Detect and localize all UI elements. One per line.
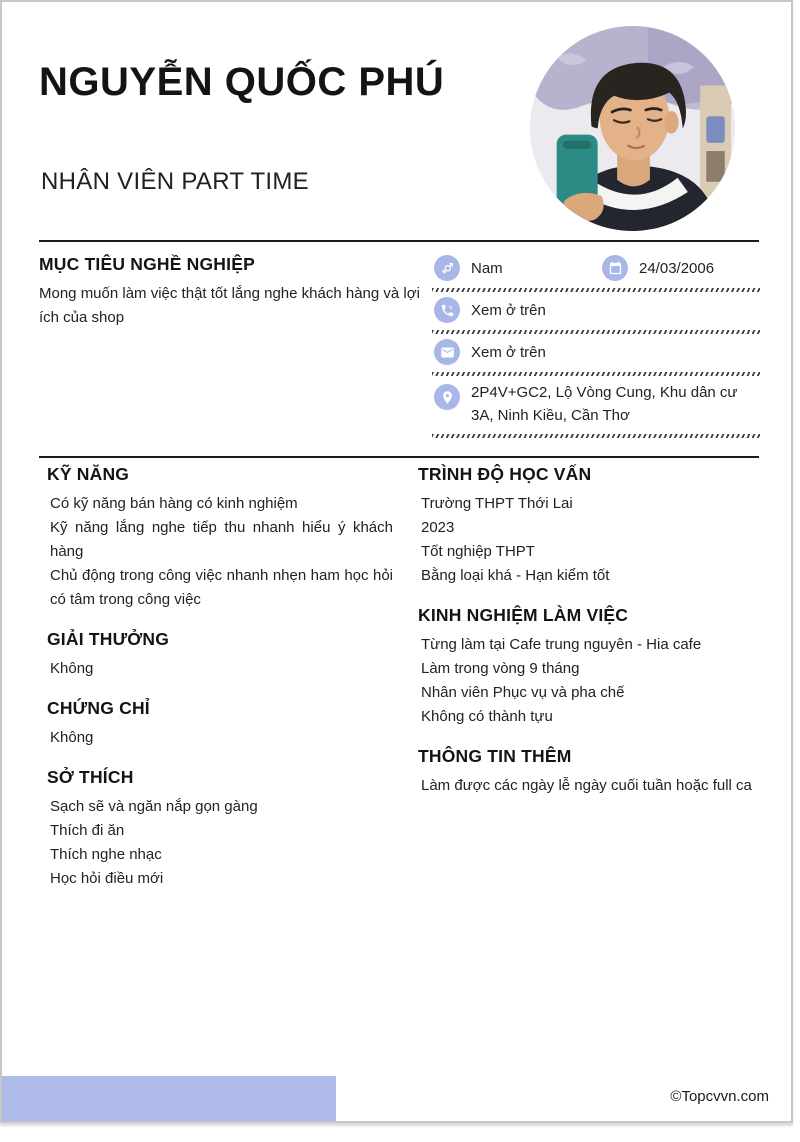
- objective-text: Mong muốn làm việc thật tốt lắng nghe khách hàng và lợi ích của shop: [39, 285, 420, 326]
- contact-gender: [434, 255, 602, 281]
- gender-value: Nam: [471, 259, 503, 277]
- awards-section: [47, 629, 393, 681]
- phone-icon: [434, 297, 460, 323]
- contact-birthdate: [602, 255, 714, 281]
- certificates-section: [47, 698, 393, 750]
- objective-heading: MỤC TIÊU NGHỀ NGHIỆP: [39, 254, 255, 274]
- hobbies-section: [47, 767, 393, 891]
- right-column: [418, 464, 762, 815]
- contact-phone: [432, 292, 760, 330]
- address-value: 2P4V+GC2, Lộ Vòng Cung, Khu dân cư 3A, Ninh Kiều, Cần Thơ: [471, 384, 738, 424]
- experience-section: [418, 605, 762, 729]
- contact-email: [432, 334, 760, 372]
- skill-item: Chủ động trong công việc nhanh nhẹn ham học hỏi có tâm trong công việc: [50, 567, 393, 608]
- profile-photo: [530, 26, 735, 231]
- hobby-item: Học hỏi điều mới: [50, 870, 164, 887]
- email-value: Xem ở trên: [471, 343, 546, 361]
- education-item: 2023: [421, 519, 455, 536]
- phone-value: Xem ở trên: [471, 301, 546, 319]
- additional-info-item: Làm được các ngày lễ ngày cuối tuần hoặc full ca: [421, 777, 752, 794]
- additional-info-heading: THÔNG TIN THÊM: [418, 746, 572, 766]
- hobby-item: Thích đi ăn: [50, 822, 125, 839]
- contact-panel: [432, 250, 760, 438]
- candidate-name: NGUYỄN QUỐC PHÚ: [39, 59, 445, 104]
- awards-heading: GIẢI THƯỞNG: [47, 629, 170, 649]
- contact-row-gender-birthdate: [432, 250, 760, 288]
- email-icon: [434, 339, 460, 365]
- certificate-item: Không: [50, 729, 94, 746]
- hobby-item: Thích nghe nhạc: [50, 846, 162, 863]
- education-item: Trường THPT Thới Lai: [421, 495, 573, 512]
- calendar-icon: [602, 255, 628, 281]
- experience-item: Từng làm tại Cafe trung nguyên - Hia cafe: [421, 636, 702, 653]
- contact-address: [432, 376, 760, 434]
- education-item: Tốt nghiệp THPT: [421, 543, 535, 560]
- gender-icon: [434, 255, 460, 281]
- birthdate-value: 24/03/2006: [639, 259, 715, 277]
- experience-item: Làm trong vòng 9 tháng: [421, 660, 580, 677]
- footer-accent-block: [2, 1076, 336, 1121]
- experience-heading: KINH NGHIỆM LÀM VIỆC: [418, 605, 629, 625]
- objective-section: [39, 254, 421, 330]
- hobby-item: Sạch sẽ và ngăn nắp gọn gàng: [50, 798, 258, 815]
- education-item: Bằng loại khá - Hạn kiểm tốt: [421, 567, 610, 584]
- location-icon: [434, 384, 460, 410]
- skills-heading: KỸ NĂNG: [47, 464, 130, 484]
- footer-credit: ©Topcvvn.com: [670, 1088, 769, 1105]
- header-divider: [39, 240, 759, 242]
- education-heading: TRÌNH ĐỘ HỌC VẤN: [418, 464, 592, 484]
- contact-separator: [432, 434, 760, 438]
- hobbies-heading: SỞ THÍCH: [47, 767, 134, 787]
- job-title: NHÂN VIÊN PART TIME: [41, 168, 309, 195]
- award-item: Không: [50, 660, 94, 677]
- skills-section: [47, 464, 393, 612]
- body-divider: [39, 456, 759, 458]
- experience-item: Nhân viên Phục vụ và pha chế: [421, 684, 625, 701]
- experience-item: Không có thành tựu: [421, 708, 553, 725]
- skill-item: Có kỹ năng bán hàng có kinh nghiệm: [50, 495, 298, 512]
- certificates-heading: CHỨNG CHỈ: [47, 698, 150, 718]
- additional-info-section: [418, 746, 762, 798]
- left-column: [47, 464, 393, 908]
- education-section: [418, 464, 762, 588]
- profile-photo-illustration: [530, 26, 735, 231]
- skill-item: Kỹ năng lắng nghe tiếp thu nhanh hiểu ý khách hàng: [50, 519, 393, 560]
